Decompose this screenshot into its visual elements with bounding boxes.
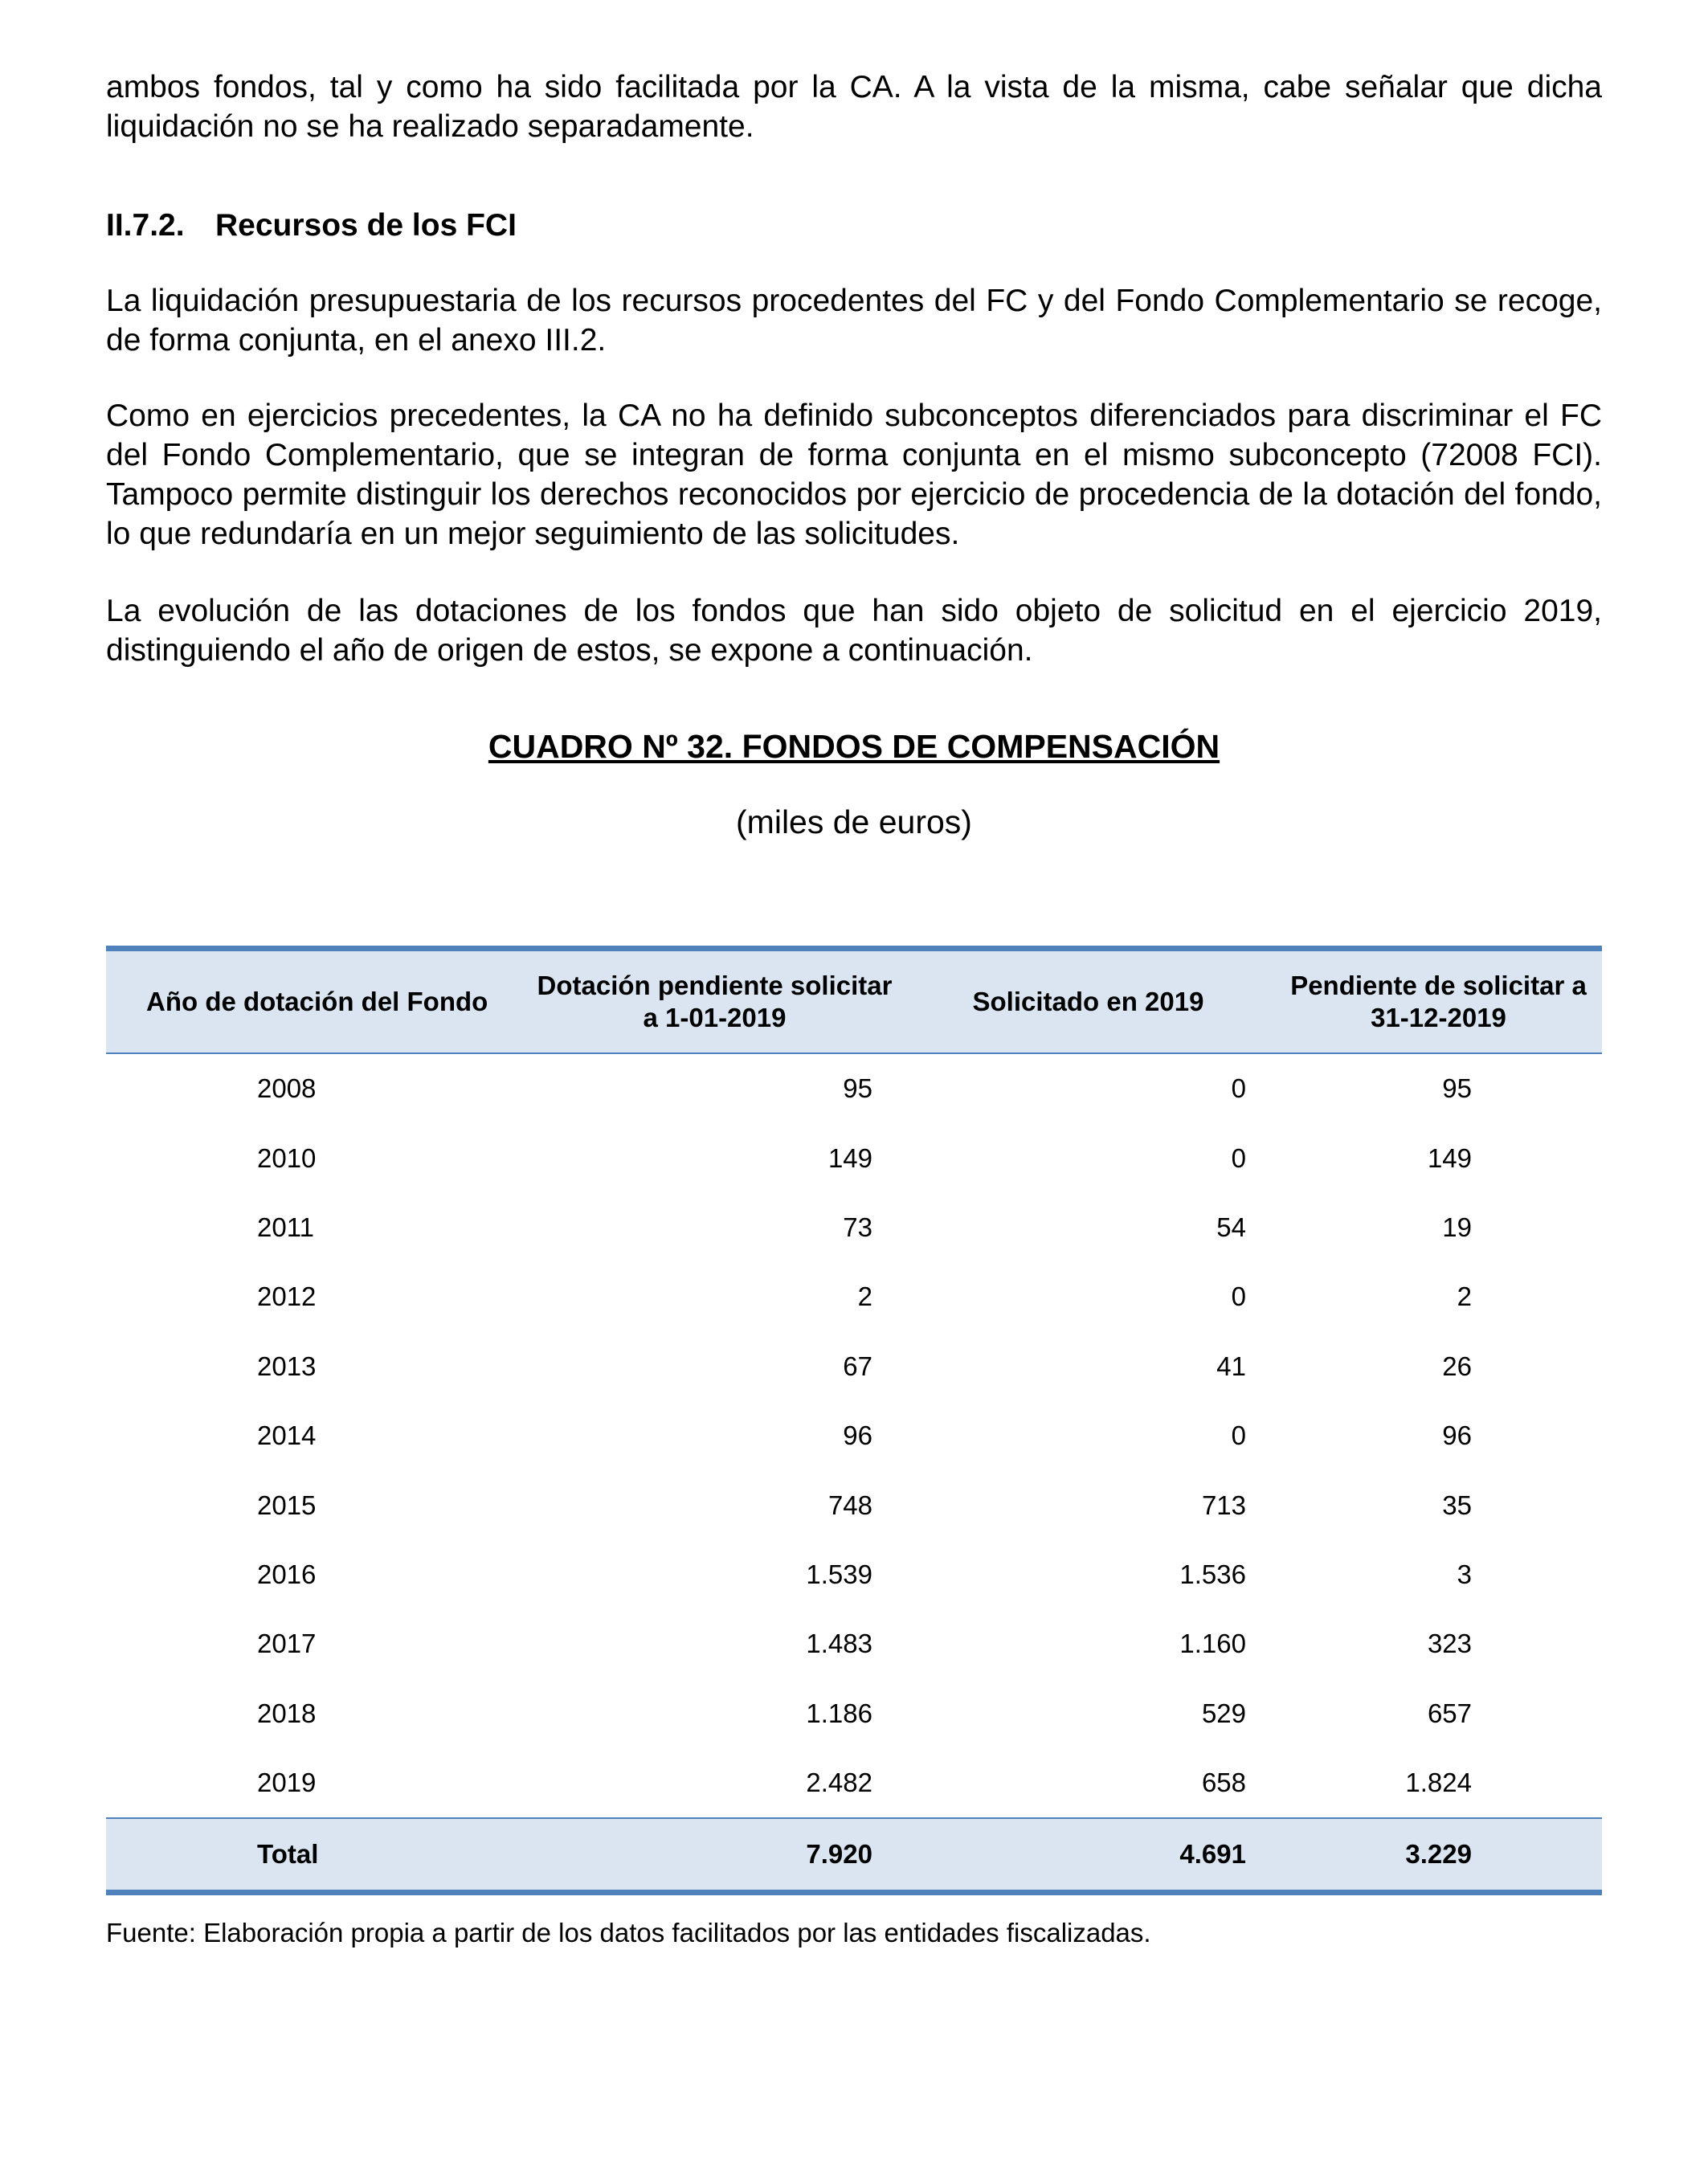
paragraph-evolucion: La evolución de las dotaciones de los fondos que han sido objeto de solicitud en el ejercicio 2019, distinguiendo el año de origen de estos, se expone a continuación. xyxy=(106,594,1602,668)
table-row xyxy=(106,1053,1602,1123)
row-year: 2008 xyxy=(257,1073,317,1104)
row-solicitado: 0 xyxy=(1231,1073,1246,1104)
total-label: Total xyxy=(106,1818,528,1893)
fondos-compensacion-table xyxy=(106,946,1602,1895)
row-pendiente-solicitar: 1.824 xyxy=(1405,1768,1472,1798)
row-solicitado: 0 xyxy=(1231,1281,1246,1312)
row-pendiente-solicitar: 96 xyxy=(1442,1420,1472,1451)
total-solicitado: 4.691 xyxy=(901,1818,1275,1893)
row-year: 2016 xyxy=(257,1559,317,1589)
section-number: II.7.2. xyxy=(106,208,185,243)
row-dotacion-pendiente: 2.482 xyxy=(806,1768,872,1798)
row-solicitado: 658 xyxy=(1201,1768,1246,1798)
header-solicitado: Solicitado en 2019 xyxy=(901,949,1275,1054)
row-solicitado: 54 xyxy=(1216,1212,1246,1242)
row-year: 2011 xyxy=(257,1212,314,1242)
header-ano-dotacion: Año de dotación del Fondo xyxy=(106,949,528,1054)
total-pendiente-solicitar: 3.229 xyxy=(1275,1818,1602,1893)
table-row xyxy=(106,1540,1602,1609)
row-dotacion-pendiente: 95 xyxy=(843,1073,872,1104)
row-pendiente-solicitar: 2 xyxy=(1457,1281,1472,1312)
row-dotacion-pendiente: 67 xyxy=(843,1351,872,1381)
table-units: (miles de euros) xyxy=(736,803,972,840)
row-year: 2014 xyxy=(257,1420,317,1451)
table-row xyxy=(106,1609,1602,1678)
row-dotacion-pendiente: 1.186 xyxy=(806,1698,872,1728)
row-dotacion-pendiente: 149 xyxy=(827,1142,872,1173)
row-year: 2015 xyxy=(257,1490,317,1520)
row-year: 2010 xyxy=(257,1142,317,1173)
row-solicitado: 713 xyxy=(1201,1490,1246,1520)
table-title: CUADRO Nº 32. FONDOS DE COMPENSACIÓN xyxy=(488,728,1220,765)
table-body xyxy=(106,1053,1602,1818)
total-dotacion-pendiente: 7.920 xyxy=(528,1818,901,1893)
row-pendiente-solicitar: 19 xyxy=(1442,1212,1472,1242)
table-row xyxy=(106,1679,1602,1748)
table-header-row xyxy=(106,949,1602,1054)
paragraph-liquidacion: La liquidación presupuestaria de los recursos procedentes del FC y del Fondo Complementario se recoge, de forma conjunta, en el anexo III.2. xyxy=(106,284,1602,358)
table-row xyxy=(106,1401,1602,1470)
row-dotacion-pendiente: 748 xyxy=(827,1490,872,1520)
row-year: 2013 xyxy=(257,1351,317,1381)
table-row xyxy=(106,1123,1602,1192)
row-pendiente-solicitar: 95 xyxy=(1442,1073,1472,1104)
table-row xyxy=(106,1748,1602,1818)
row-solicitado: 529 xyxy=(1201,1698,1246,1728)
intro-paragraph: ambos fondos, tal y como ha sido facilitada por la CA. A la vista de la misma, cabe señalar que dicha liquidación no se ha realizado separadamente. xyxy=(106,70,1602,144)
row-solicitado: 41 xyxy=(1216,1351,1246,1381)
row-pendiente-solicitar: 323 xyxy=(1427,1629,1472,1659)
row-solicitado: 0 xyxy=(1231,1420,1246,1451)
table-row xyxy=(106,1332,1602,1401)
header-dotacion-pendiente: Dotación pendiente solicitar a 1-01-2019 xyxy=(528,949,901,1054)
row-year: 2017 xyxy=(257,1629,317,1659)
row-solicitado: 0 xyxy=(1231,1142,1246,1173)
section-heading xyxy=(106,206,517,245)
row-dotacion-pendiente: 73 xyxy=(843,1212,872,1242)
row-pendiente-solicitar: 149 xyxy=(1427,1142,1472,1173)
table-row xyxy=(106,1262,1602,1331)
row-year: 2019 xyxy=(257,1768,317,1798)
header-pendiente-solicitar: Pendiente de solicitar a 31-12-2019 xyxy=(1275,949,1602,1054)
row-solicitado: 1.160 xyxy=(1179,1629,1246,1659)
row-pendiente-solicitar: 3 xyxy=(1457,1559,1472,1589)
table-total-row xyxy=(106,1818,1602,1893)
section-title: Recursos de los FCI xyxy=(215,208,517,243)
row-dotacion-pendiente: 96 xyxy=(843,1420,872,1451)
row-dotacion-pendiente: 1.539 xyxy=(806,1559,872,1589)
row-solicitado: 1.536 xyxy=(1179,1559,1246,1589)
row-year: 2012 xyxy=(257,1281,317,1312)
paragraph-subconceptos: Como en ejercicios precedentes, la CA no ha definido subconceptos diferenciados para discriminar el FC del Fondo Complementario, que se integran de forma conjunta en el mismo subconcepto (72008 FCI). Tampoco permite distinguir los derechos reconocidos por ejercicio de procedencia de la dotación del fondo, lo que redundaría en un mejor seguimiento de las solicitudes. xyxy=(106,398,1602,551)
row-pendiente-solicitar: 26 xyxy=(1442,1351,1472,1381)
table-source-note: Fuente: Elaboración propia a partir de los datos facilitados por las entidades fiscalizadas. xyxy=(106,1918,1151,1948)
row-year: 2018 xyxy=(257,1698,317,1728)
row-dotacion-pendiente: 1.483 xyxy=(806,1629,872,1659)
row-pendiente-solicitar: 657 xyxy=(1427,1698,1472,1728)
table-row xyxy=(106,1470,1602,1539)
row-pendiente-solicitar: 35 xyxy=(1442,1490,1472,1520)
row-dotacion-pendiente: 2 xyxy=(857,1281,872,1312)
table-row xyxy=(106,1193,1602,1262)
